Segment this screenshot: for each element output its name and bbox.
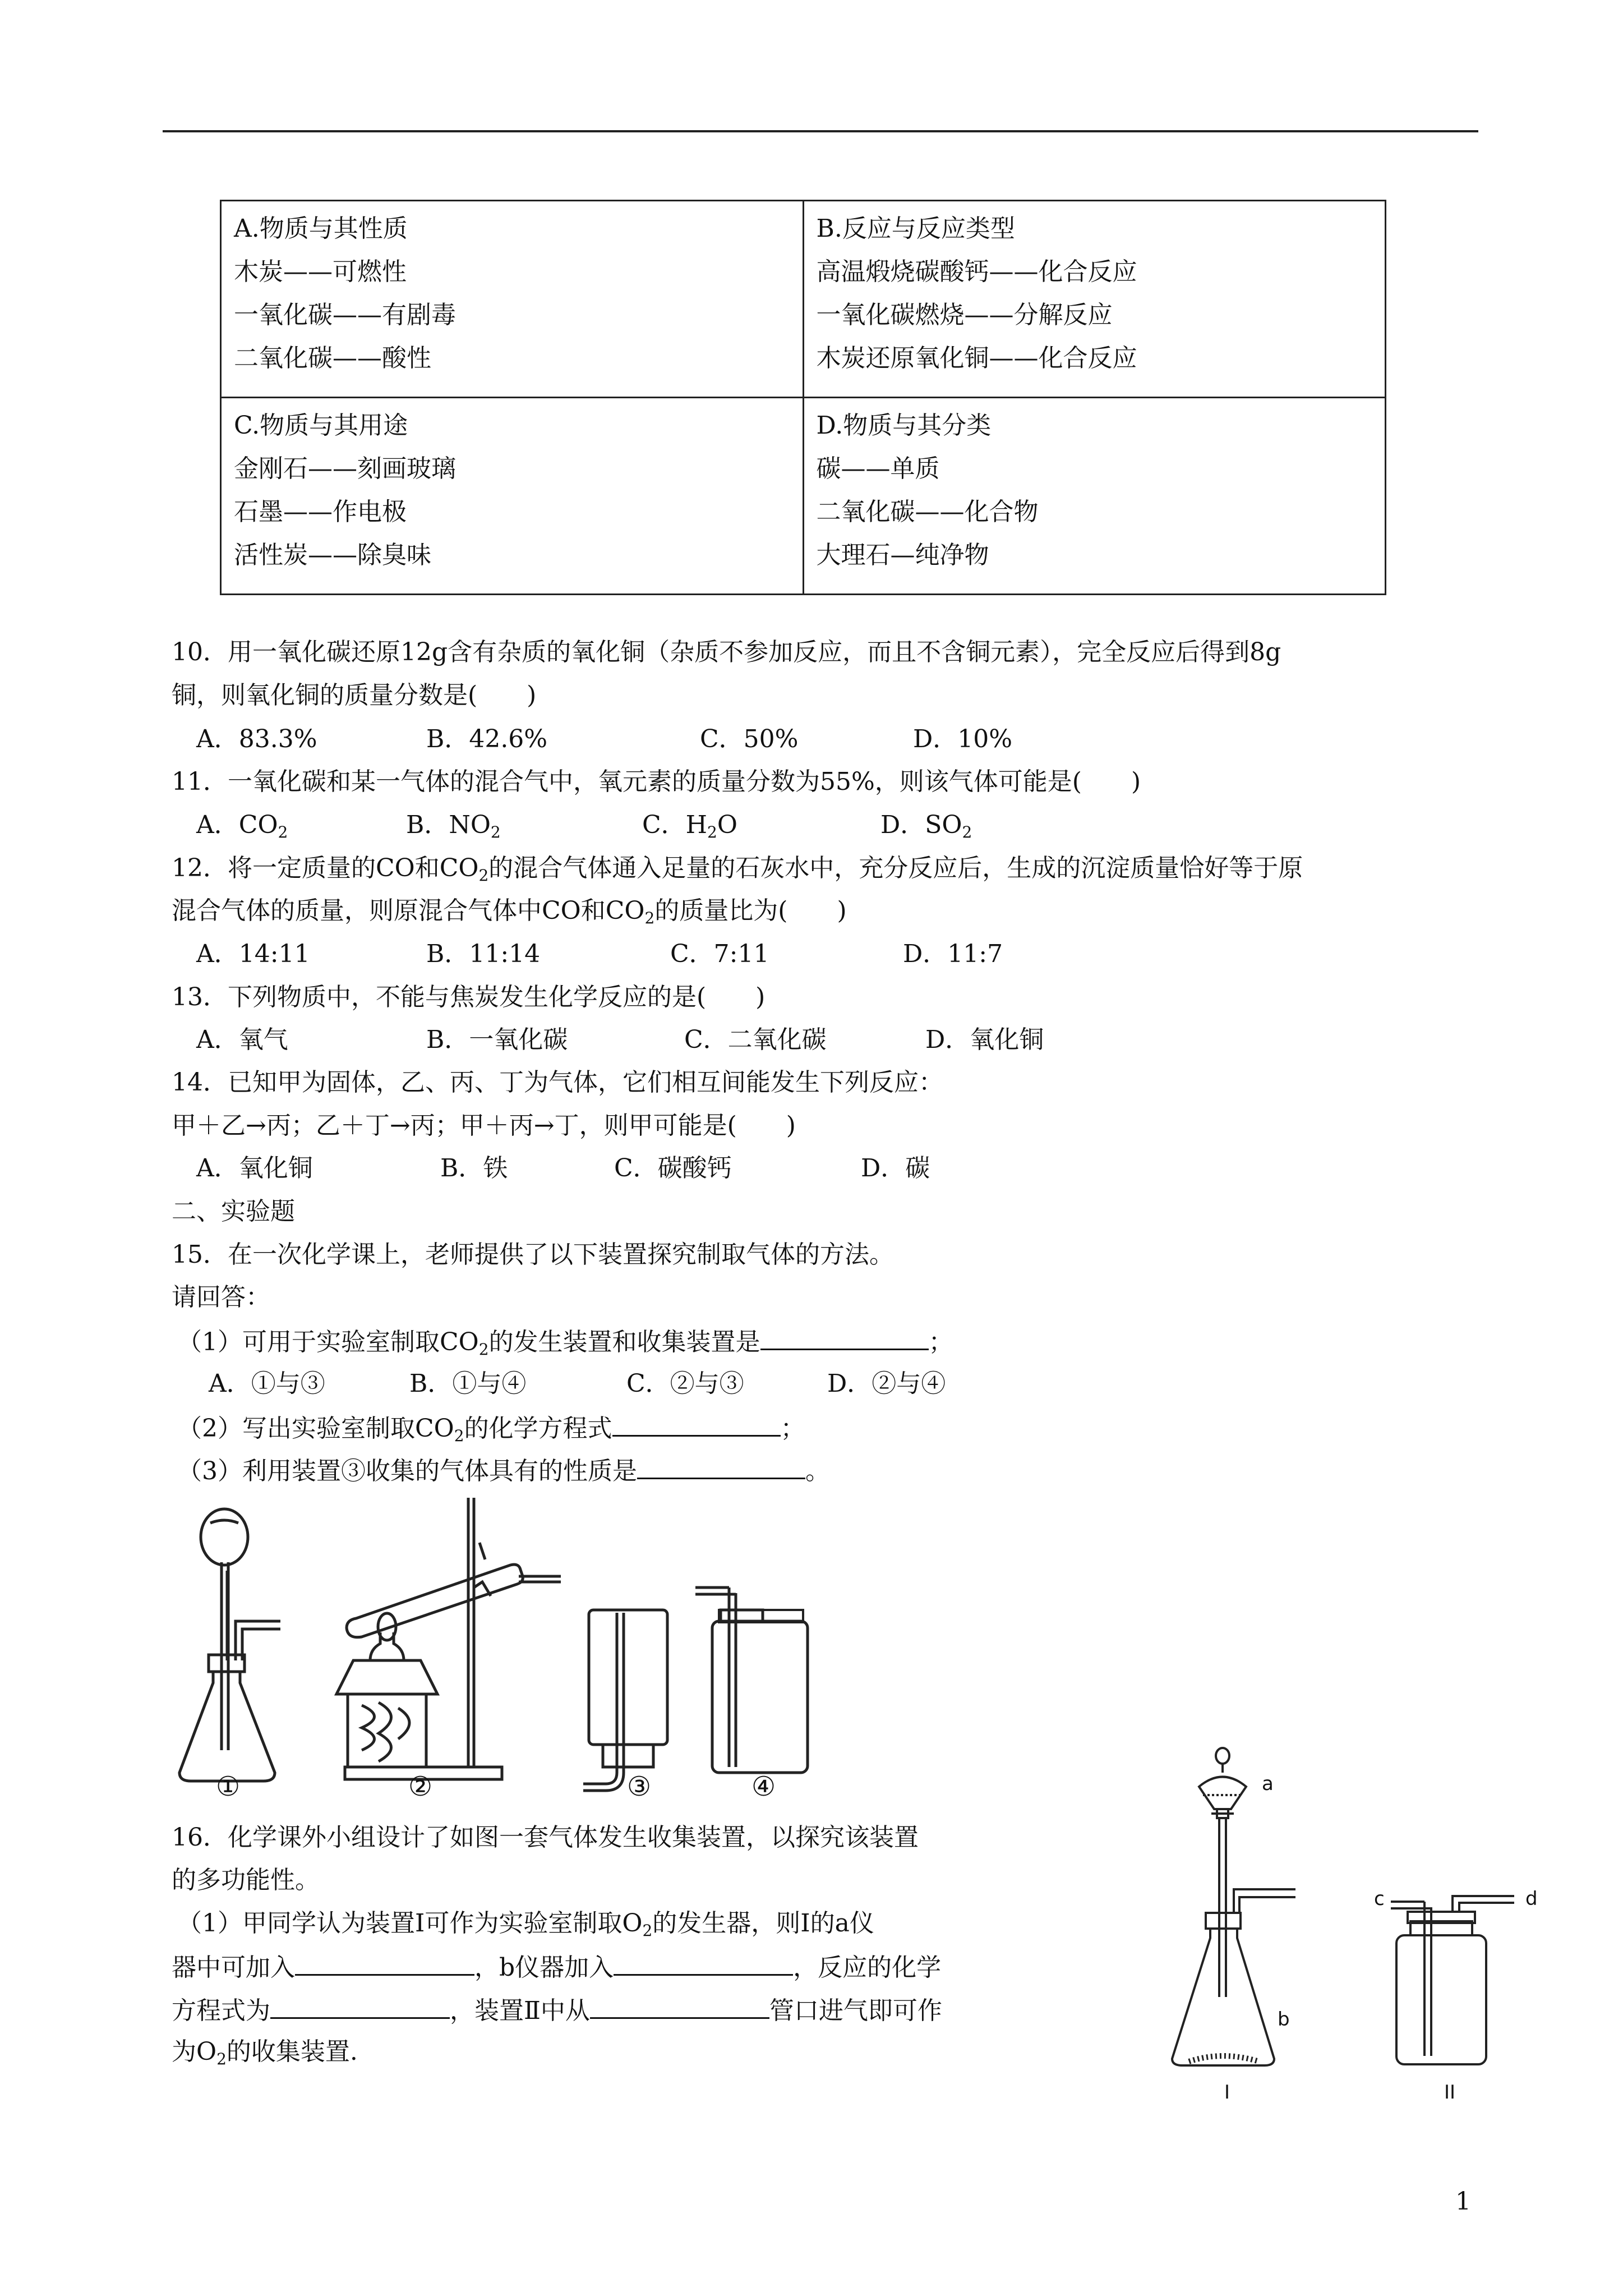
- q14-option-c: C．碳酸钙: [614, 1154, 732, 1182]
- cell-item: 二氧化碳——酸性: [234, 344, 431, 372]
- apparatus-label-1: ①: [216, 1771, 241, 1802]
- cell-a: [221, 201, 804, 398]
- q16-line5: 方程式为 ，装置Ⅱ中从 管口进气即可作: [172, 1993, 942, 2028]
- fig-label-c: c: [1374, 1888, 1385, 1910]
- apparatus-4-gas-bottle: [695, 1588, 808, 1773]
- cell-item: 二氧化碳——化合物: [816, 498, 1039, 526]
- q12-option-c: C．7:11: [670, 940, 769, 968]
- header-rule: [163, 130, 1478, 132]
- q10-option-b: B．42.6%: [426, 725, 548, 753]
- section-heading: 二、实验题: [172, 1197, 295, 1226]
- cell-title: A.物质与其性质: [234, 214, 408, 243]
- fig-label-I: I: [1224, 2081, 1230, 2104]
- cell-c: [221, 398, 804, 595]
- q12-line2: 混合气体的质量，则原混合气体中CO和$CO_2$的质量比为( ): [172, 896, 847, 927]
- cell-d: [803, 398, 1386, 595]
- fig-label-b: b: [1278, 2008, 1290, 2031]
- q15-ask: 请回答：: [172, 1283, 270, 1312]
- q11-stem: 11．一氧化碳和某一气体的混合气中，氧元素的质量分数为55%，则该气体可能是( ): [172, 767, 1141, 796]
- apparatus-1-flask: [179, 1509, 280, 1781]
- cell-item: 木炭还原氧化铜——化合反应: [816, 344, 1137, 372]
- answer-blank[interactable]: [270, 1993, 450, 2019]
- q15-option-c: C．②与③: [626, 1369, 744, 1398]
- q15-stem: 15．在一次化学课上，老师提供了以下装置探究制取气体的方法。: [172, 1240, 894, 1269]
- q10-option-d: D．10%: [913, 725, 1013, 753]
- q13-option-a: A．氧气: [196, 1025, 288, 1054]
- q16-line3: （1）甲同学认为装置Ⅰ可作为实验室制取$O_2$的发生器，则Ⅰ的a仪: [177, 1909, 874, 1940]
- fig-label-II: II: [1444, 2081, 1456, 2104]
- q16-line1: 16．化学课外小组设计了如图一套气体发生收集装置，以探究该装置: [172, 1823, 919, 1852]
- q12-option-a: A．14:11: [196, 940, 310, 968]
- q15-option-d: D．②与④: [827, 1369, 946, 1398]
- q16-line4: 器中可加入 ，b仪器加入 ，反应的化学: [172, 1949, 941, 1985]
- cell-item: 活性炭——除臭味: [234, 541, 431, 569]
- q10-line1: 10．用一氧化碳还原12g含有杂质的氧化铜（杂质不参加反应，而且不含铜元素），完全反应后得到8g: [172, 638, 1281, 666]
- answer-blank[interactable]: [590, 1993, 769, 2019]
- apparatus-label-2: ②: [408, 1771, 433, 1802]
- q12-line1: 12．将一定质量的CO和$CO_2$的混合气体通入足量的石灰水中，充分反应后，生成的沉淀质量恰好等于原: [172, 854, 1303, 885]
- q13-stem: 13．下列物质中，不能与焦炭发生化学反应的是( ): [172, 983, 766, 1011]
- apparatus-2-heating: [336, 1498, 561, 1779]
- q16-line6: 为$O_2$的收集装置.: [172, 2037, 358, 2068]
- q10-option-c: C．50%: [700, 725, 799, 753]
- q13-option-b: B．一氧化碳: [426, 1025, 568, 1054]
- page-number: 1: [1455, 2187, 1471, 2216]
- q15-part3: （3）利用装置③收集的气体具有的性质是 。: [177, 1453, 830, 1488]
- q14-line2: 甲＋乙→丙；乙＋丁→丙；甲＋丙→丁，则甲可能是( ): [172, 1111, 796, 1140]
- cell-item: 石墨——作电极: [234, 498, 407, 526]
- q15-part1: （1）可用于实验室制取$CO_2$的发生装置和收集装置是 ；: [177, 1324, 953, 1359]
- q11-option-b: B．$NO_2$: [406, 811, 501, 841]
- q15-part2: （2）写出实验室制取$CO_2$的化学方程式 ；: [177, 1410, 805, 1446]
- cell-title: D.物质与其分类: [816, 411, 992, 440]
- cell-item: 木炭——可燃性: [234, 257, 407, 286]
- q13-option-c: C．二氧化碳: [684, 1025, 827, 1054]
- q11-option-a: A．$CO_2$: [196, 811, 288, 841]
- q10-option-a: A．83.3%: [196, 725, 317, 753]
- cell-item: 金刚石——刻画玻璃: [234, 454, 456, 483]
- answer-blank[interactable]: [614, 1949, 793, 1976]
- cell-item: 一氧化碳燃烧——分解反应: [816, 301, 1113, 329]
- answer-blank[interactable]: [637, 1453, 805, 1479]
- q14-option-b: B．铁: [440, 1154, 508, 1182]
- cell-item: 大理石—纯净物: [816, 541, 989, 569]
- cell-item: 一氧化碳——有剧毒: [234, 301, 456, 329]
- q10-line2: 铜，则氧化铜的质量分数是( ): [172, 681, 537, 710]
- cell-item: 高温煅烧碳酸钙——化合反应: [816, 257, 1137, 286]
- q15-option-a: A．①与③: [209, 1369, 325, 1398]
- apparatus-figure: [168, 1492, 830, 1829]
- option-table: [220, 200, 1386, 595]
- q14-option-d: D．碳: [861, 1154, 930, 1182]
- apparatus-II-gas-bottle: [1391, 1896, 1514, 2064]
- q13-option-d: D．氧化铜: [925, 1025, 1044, 1054]
- apparatus-I-flask-with-separatory-funnel: [1172, 1748, 1295, 2065]
- fig-label-a: a: [1262, 1773, 1274, 1795]
- apparatus-16-figure: [1155, 1733, 1548, 2098]
- cell-item: 碳——单质: [816, 454, 940, 483]
- answer-blank[interactable]: [760, 1324, 929, 1350]
- cell-title: B.反应与反应类型: [816, 214, 1015, 243]
- q15-option-b: B．①与④: [409, 1369, 527, 1398]
- q14-line1: 14．已知甲为固体，乙、丙、丁为气体，它们相互间能发生下列反应：: [172, 1068, 943, 1097]
- q16-line2: 的多功能性。: [172, 1866, 320, 1894]
- fig-label-d: d: [1525, 1888, 1538, 1910]
- q11-option-c: C．$H_2O$: [642, 811, 737, 841]
- q14-option-a: A．氧化铜: [196, 1154, 313, 1182]
- cell-b: [803, 201, 1386, 398]
- q11-option-d: D．$SO_2$: [880, 811, 972, 841]
- q12-option-b: B．11:14: [426, 940, 541, 968]
- apparatus-label-4: ④: [751, 1771, 776, 1802]
- q12-option-d: D．11:7: [903, 940, 1003, 968]
- apparatus-3-inverted-bottle: [583, 1610, 667, 1791]
- apparatus-label-3: ③: [627, 1771, 652, 1802]
- answer-blank[interactable]: [295, 1949, 474, 1976]
- cell-title: C.物质与其用途: [234, 411, 408, 440]
- answer-blank[interactable]: [612, 1410, 781, 1437]
